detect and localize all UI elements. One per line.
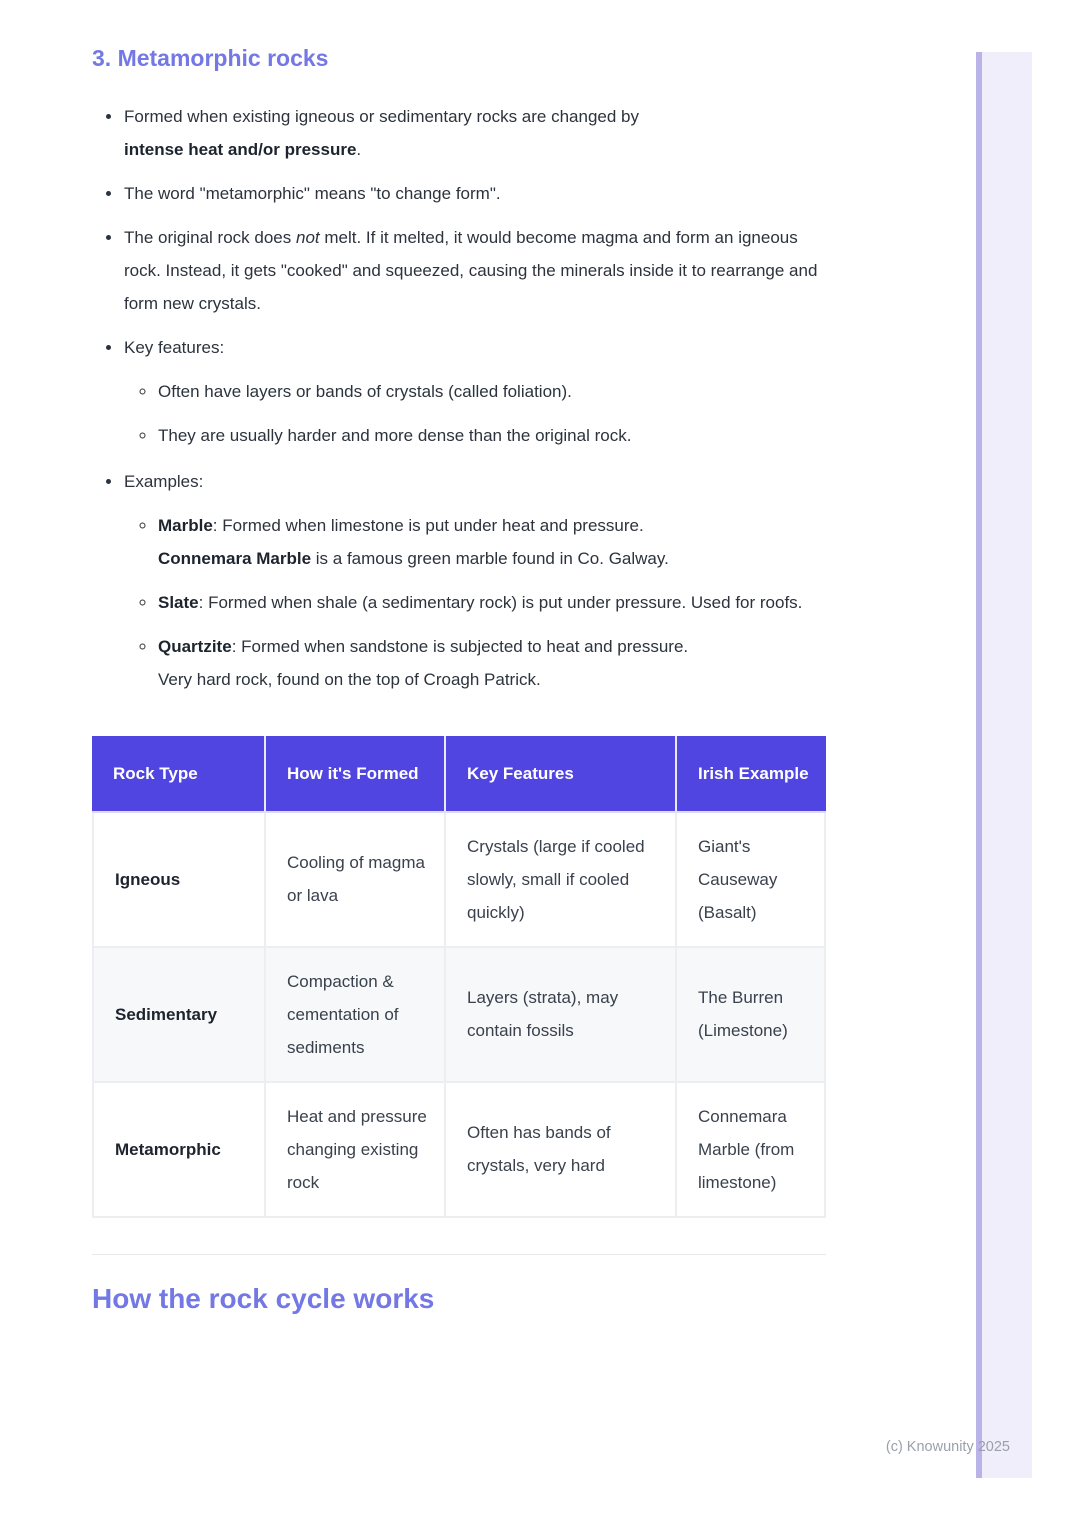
- list-item: [123, 331, 826, 452]
- cell-rock-type: Igneous: [92, 813, 266, 948]
- list-item-bold-text: Marble: [158, 515, 213, 535]
- list-item: [123, 221, 826, 320]
- list-item-bold-text: intense heat and/or pressure: [124, 139, 357, 159]
- sub-bullet-list: [124, 509, 826, 696]
- list-item-bold-text: Slate: [158, 592, 199, 612]
- bullet-list: [92, 100, 826, 696]
- cell-how-formed: Compaction & cementation of sediments: [266, 948, 446, 1083]
- cell-irish-example: The Burren (Limestone): [677, 948, 826, 1083]
- cell-key-features: Crystals (large if cooled slowly, small if cooled quickly): [446, 813, 677, 948]
- sub-list-item: [157, 419, 826, 452]
- list-item-text: Formed when existing igneous or sedimentary rocks are changed by: [124, 106, 639, 126]
- list-item-bold-text: Quartzite: [158, 636, 232, 656]
- sub-list-item-marble: [157, 509, 826, 575]
- list-item-text: melt. If it melted, it would become magma and form an igneous rock. Instead, it gets "cooked" and squeezed, causing the minerals inside it to rearrange and form new crystals.: [124, 227, 818, 313]
- list-item-text: : Formed when sandstone is subjected to heat and pressure.: [231, 636, 689, 656]
- cell-rock-type: Metamorphic: [92, 1083, 266, 1218]
- list-item-text: The original rock does: [124, 227, 296, 247]
- section-divider: [92, 1254, 826, 1255]
- column-header-rock-type: Rock Type: [92, 736, 266, 813]
- table-header-row: [92, 736, 826, 813]
- list-item: [123, 177, 826, 210]
- cell-irish-example: Connemara Marble (from limestone): [677, 1083, 826, 1218]
- list-item-text: is a famous green marble found in Co. Galway.: [311, 548, 669, 568]
- document-content: [92, 44, 826, 1315]
- table-header: [92, 736, 826, 813]
- list-item-italic-text: not: [295, 227, 320, 247]
- list-item-text: The word "metamorphic" means "to change form".: [124, 183, 501, 203]
- sub-list-item: [157, 375, 826, 408]
- list-item-bold-text: Connemara Marble: [158, 548, 312, 568]
- column-header-how-formed: How it's Formed: [266, 736, 446, 813]
- list-item-text: : Formed when shale (a sedimentary rock) is put under pressure. Used for roofs.: [198, 592, 803, 612]
- sub-bullet-list: [124, 375, 826, 452]
- list-item-text: Very hard rock, found on the top of Croagh Patrick.: [158, 669, 541, 689]
- sub-list-item-slate: [157, 586, 826, 619]
- list-item-text: Examples:: [124, 471, 204, 491]
- rock-comparison-table: [92, 736, 826, 1218]
- list-item-text: Often have layers or bands of crystals (called foliation).: [158, 381, 572, 401]
- list-item: [123, 465, 826, 696]
- cell-irish-example: Giant's Causeway (Basalt): [677, 813, 826, 948]
- sub-list-item-quartzite: [157, 630, 826, 696]
- footer-copyright: (c) Knowunity 2025: [885, 1439, 1010, 1455]
- list-item-text: : Formed when limestone is put under heat and pressure.: [212, 515, 644, 535]
- cell-key-features: Often has bands of crystals, very hard: [446, 1083, 677, 1218]
- list-item-text: Key features:: [124, 337, 225, 357]
- list-item-text: They are usually harder and more dense than the original rock.: [158, 425, 632, 445]
- scrollbar-track[interactable]: [976, 52, 1032, 1478]
- section-heading-rock-cycle: How the rock cycle works: [92, 1282, 435, 1314]
- cell-rock-type: Sedimentary: [92, 948, 266, 1083]
- table-row-igneous: [92, 813, 826, 948]
- list-item-text: .: [356, 139, 362, 159]
- cell-how-formed: Cooling of magma or lava: [266, 813, 446, 948]
- column-header-irish-example: Irish Example: [677, 736, 826, 813]
- column-header-key-features: Key Features: [446, 736, 677, 813]
- table-row-metamorphic: [92, 1083, 826, 1218]
- list-item: [123, 100, 826, 166]
- cell-key-features: Layers (strata), may contain fossils: [446, 948, 677, 1083]
- cell-how-formed: Heat and pressure changing existing rock: [266, 1083, 446, 1218]
- table-body: [92, 813, 826, 1218]
- section-heading-metamorphic: 3. Metamorphic rocks: [92, 45, 329, 71]
- table-row-sedimentary: [92, 948, 826, 1083]
